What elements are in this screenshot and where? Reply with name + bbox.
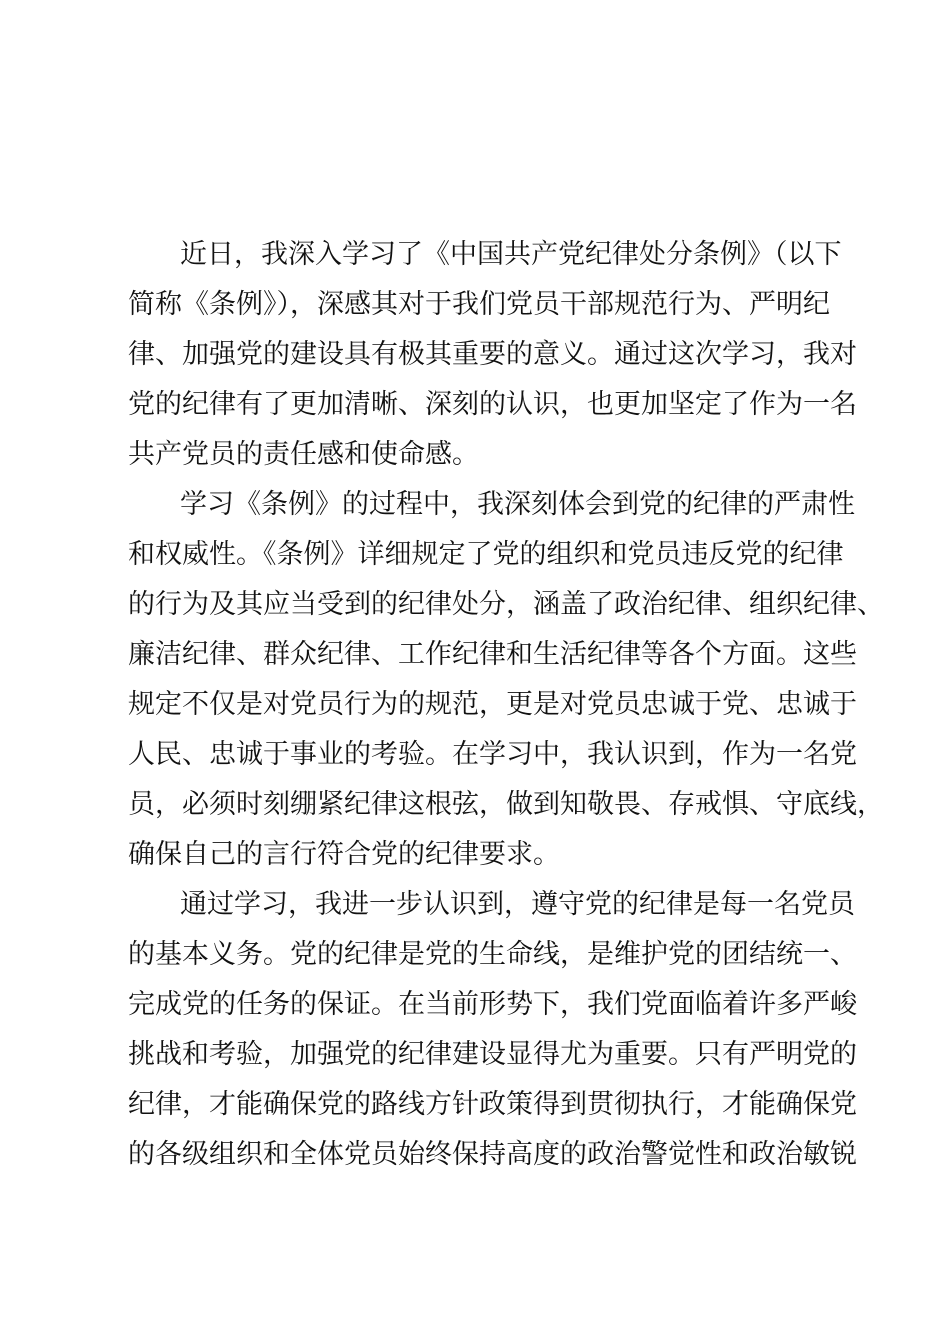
paragraph-1 (128, 230, 868, 480)
paragraph-line: 党的纪律有了更加清晰、深刻的认识，也更加坚定了作为一名 (128, 389, 857, 420)
document-body (128, 230, 884, 1180)
paragraph-line: 完成党的任务的保证。在当前形势下，我们党面临着许多严峻 (128, 989, 857, 1020)
paragraph-line: 通过学习，我进一步认识到，遵守党的纪律是每一名党员 (180, 889, 855, 920)
paragraph-line: 和权威性。《条例》详细规定了党的组织和党员违反党的纪律 (128, 539, 844, 570)
paragraph-line: 挑战和考验，加强党的纪律建设显得尤为重要。只有严明党的 (128, 1039, 857, 1070)
paragraph-line: 规定不仅是对党员行为的规范，更是对党员忠诚于党、忠诚于 (128, 689, 857, 720)
paragraph-line: 确保自己的言行符合党的纪律要求。 (128, 839, 560, 870)
paragraph-2 (128, 480, 884, 880)
paragraph-line: 共产党员的责任感和使命感。 (128, 439, 479, 470)
paragraph-line: 律、加强党的建设具有极其重要的意义。通过这次学习，我对 (128, 339, 857, 370)
paragraph-line: 的基本义务。党的纪律是党的生命线，是维护党的团结统一、 (128, 939, 857, 970)
paragraph-line: 近日，我深入学习了《中国共产党纪律处分条例》（以下 (180, 239, 842, 270)
paragraph-3 (128, 880, 868, 1180)
paragraph-line: 的行为及其应当受到的纪律处分，涵盖了政治纪律、组织纪律、 (128, 589, 884, 620)
paragraph-line: 廉洁纪律、群众纪律、工作纪律和生活纪律等各个方面。这些 (128, 639, 857, 670)
paragraph-line: 人民、忠诚于事业的考验。在学习中，我认识到，作为一名党 (128, 739, 857, 770)
paragraph-line: 简称《条例》），深感其对于我们党员干部规范行为、严明纪 (128, 289, 830, 320)
paragraph-line: 的各级组织和全体党员始终保持高度的政治警觉性和政治敏锐 (128, 1139, 857, 1170)
paragraph-line: 学习《条例》的过程中，我深刻体会到党的纪律的严肃性 (180, 489, 855, 520)
paragraph-line: 纪律，才能确保党的路线方针政策得到贯彻执行，才能确保党 (128, 1089, 857, 1120)
paragraph-line: 员，必须时刻绷紧纪律这根弦，做到知敬畏、存戒惧、守底线， (128, 789, 884, 820)
